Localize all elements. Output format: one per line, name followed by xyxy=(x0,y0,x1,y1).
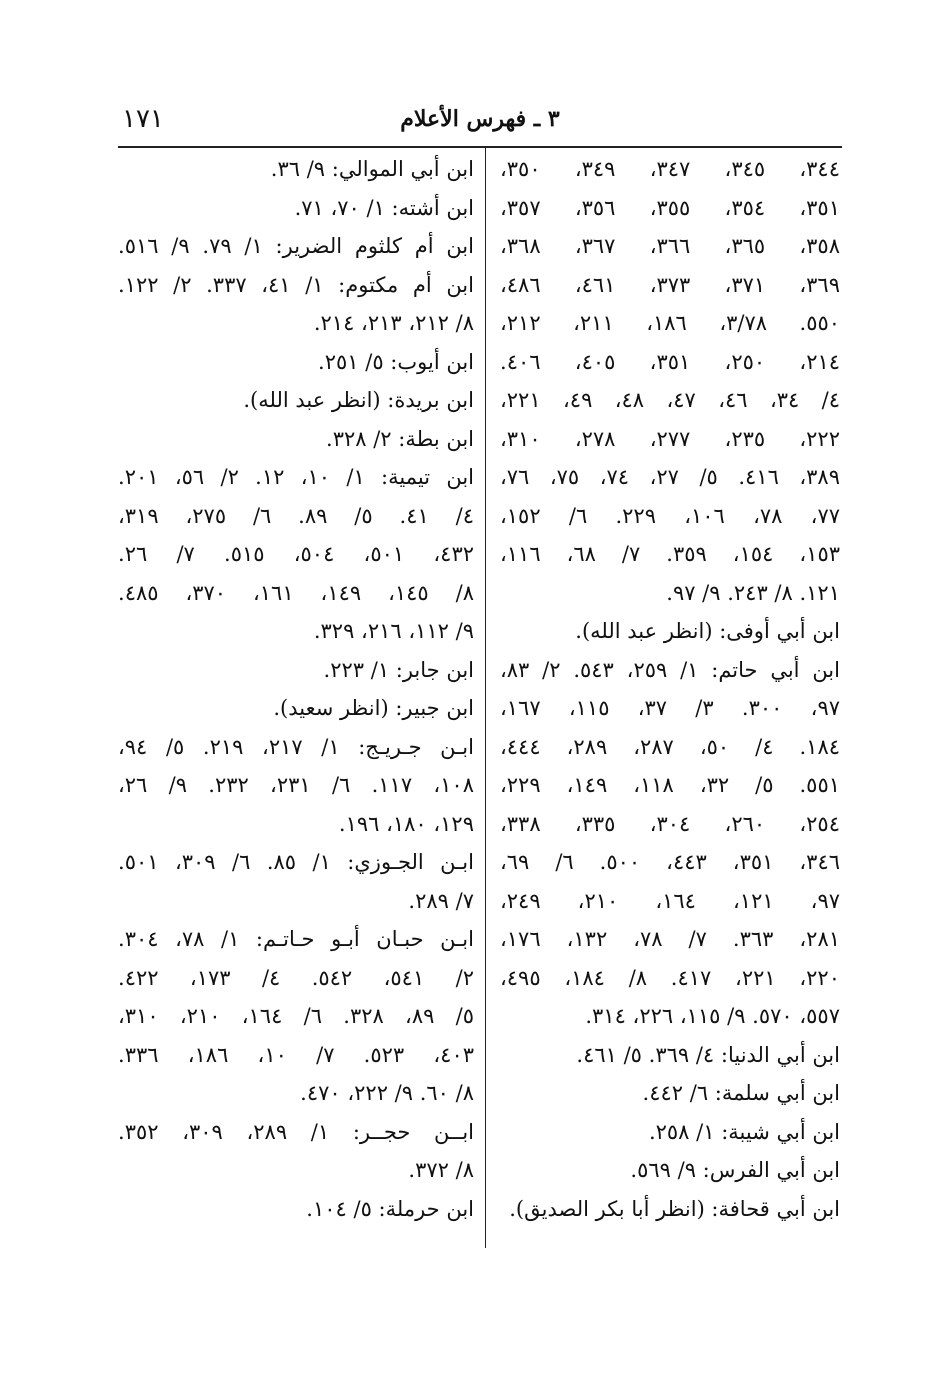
index-line: ٤/ ٤١. ٥/ ٨٩. ٦/ ٢٧٥، ٣١٩، xyxy=(118,503,474,528)
index-line: ٣٨٩، ٤١٦. ٥/ ٢٧، ٧٤، ٧٥، ٧٦، xyxy=(500,465,840,489)
index-line: ٨/ ٣٧٢. xyxy=(408,1158,474,1182)
index-line: ٢٨١، ٣٦٣. ٧/ ٧٨، ١٣٢، ١٧٦، xyxy=(500,927,841,951)
index-line: ٣٥٨، ٣٦٥، ٣٦٦، ٣٦٧، ٣٦٨، xyxy=(500,234,840,258)
column-divider xyxy=(485,148,486,1248)
index-line: ٧/ ٢٨٩. xyxy=(408,888,474,913)
index-line: ٣٤٦، ٣٥١، ٤٤٣، ٥٠٠. ٦/ ٦٩، xyxy=(500,850,841,874)
index-line: ٥٥١. ٥/ ٣٢، ١١٨، ١٤٩، ٢٢٩، xyxy=(500,773,841,797)
index-entry: ابن أشته: ١/ ٧٠، ٧١. xyxy=(294,195,474,220)
index-entry: ابن أبي الدنيا: ٤/ ٣٦٩. ٥/ ٤٦١. xyxy=(576,1042,840,1067)
index-line: ٢٢٠، ٢٢١، ٤١٧. ٨/ ١٨٤، ٤٩٥، xyxy=(500,965,840,990)
index-line: ابــن حجــر: ١/ ٢٨٩، ٣٠٩، ٣٥٢. xyxy=(118,1119,474,1144)
index-line: ١٠٨، ١١٧. ٦/ ٢٣١، ٢٣٢. ٩/ ٢٦، xyxy=(118,773,474,797)
index-line: ٥٥٠. ٣/٧٨، ١٨٦، ٢١١، ٢١٢، xyxy=(500,311,841,335)
index-entry: ابن أبي قحافة: (انظر أبا بكر الصديق). xyxy=(509,1196,840,1221)
index-line: ١٥٣، ١٥٤، ٣٥٩. ٧/ ٦٨، ١١٦، xyxy=(500,542,841,566)
index-line: ٨/ ١٤٥، ١٤٩، ١٦١، ٣٧٠، ٤٨٥. xyxy=(118,580,474,605)
index-entry: ابن جبير: (انظر سعيد). xyxy=(273,696,474,720)
index-line: ٩/ ١١٢، ٢١٦، ٣٢٩. xyxy=(313,619,474,643)
index-entry: ابن أبي أوفى: (انظر عبد الله). xyxy=(575,619,840,643)
index-line: ٧٧، ٧٨، ١٠٦، ٢٢٩. ٦/ ١٥٢، xyxy=(500,503,840,528)
index-entry: ابن أيوب: ٥/ ٢٥١. xyxy=(318,349,474,374)
index-line: ٤/ ٣٤، ٤٦، ٤٧، ٤٨، ٤٩، ٢٢١، xyxy=(500,388,841,412)
index-entry: ابن جابر: ١/ ٢٢٣. xyxy=(323,657,474,682)
index-line: ٢/ ٥٤١، ٥٤٢. ٤/ ١٧٣، ٤٢٢. xyxy=(118,965,474,990)
index-line: ٨/ ٢١٢، ٢١٣، ٢١٤. xyxy=(313,311,474,335)
index-line: ٩٧، ٣٠٠. ٣/ ٣٧، ١١٥، ١٦٧، xyxy=(500,696,840,720)
right-column xyxy=(500,150,840,1228)
index-line: ٥٥٧، ٥٧٠. ٩/ ١١٥، ٢٢٦، ٣١٤. xyxy=(585,1004,840,1028)
index-line: ابن أم مكتوم: ١/ ٤١، ٣٣٧. ٢/ ١٢٢. xyxy=(118,272,474,297)
index-line: ٥/ ٨٩، ٣٢٨. ٦/ ١٦٤، ٢١٠، ٣١٠، xyxy=(118,1004,474,1028)
index-line: ابن تيمية: ١/ ١٠، ١٢. ٢/ ٥٦، ٢٠١. xyxy=(118,465,475,489)
index-line: ١٨٤. ٤/ ٥٠، ٢٨٧، ٢٨٩، ٤٤٤، xyxy=(500,734,841,759)
index-line: ١٢١. ٨/ ٢٤٣. ٩/ ٩٧. xyxy=(666,580,840,605)
running-title: ٣ ـ فهرس الأعلام xyxy=(400,106,560,132)
index-line: ٤٠٣، ٥٢٣. ٧/ ١٠، ١٨٦، ٣٣٦. xyxy=(118,1042,475,1067)
index-entry: ابن أبي الفرس: ٩/ ٥٦٩. xyxy=(630,1158,840,1182)
index-line: ٢٥٤، ٢٦٠، ٣٠٤، ٣٣٥، ٣٣٨، xyxy=(500,811,840,836)
index-line: ٤٣٢، ٥٠١، ٥٠٤، ٥١٥. ٧/ ٢٦. xyxy=(118,542,475,566)
index-line: ٩٧، ١٢١، ١٦٤، ٢١٠، ٢٤٩، xyxy=(500,888,841,913)
index-line: ابـن حبـان أبـو حـاتـم: ١/ ٧٨، ٣٠٤. xyxy=(118,927,474,951)
index-line: ابن أم كلثوم الضرير: ١/ ٧٩. ٩/ ٥١٦. xyxy=(118,234,474,258)
index-entry: ابن بطة: ٢/ ٣٢٨. xyxy=(326,426,474,451)
left-column xyxy=(118,150,474,1228)
index-line: ٣٥١، ٣٥٤، ٣٥٥، ٣٥٦، ٣٥٧، xyxy=(500,195,840,220)
index-entry: ابن أبي سلمة: ٦/ ٤٤٢. xyxy=(642,1081,840,1105)
index-line: ابـن الجـوزي: ١/ ٨٥. ٦/ ٣٠٩، ٥٠١. xyxy=(118,850,474,874)
index-line: ٢١٤، ٢٥٠، ٣٥١، ٤٠٥، ٤٠٦. xyxy=(500,349,841,374)
index-entry: ابن أبي شيبة: ١/ ٢٥٨. xyxy=(648,1119,840,1144)
index-line: ١٢٩، ١٨٠، ١٩٦. xyxy=(338,811,474,836)
index-line: ٣٤٤، ٣٤٥، ٣٤٧، ٣٤٩، ٣٥٠، xyxy=(500,157,840,181)
index-line: ابـن جـريـج: ١/ ٢١٧، ٢١٩. ٥/ ٩٤، xyxy=(118,734,474,759)
index-line: ابن أبي حاتم: ١/ ٢٥٩، ٥٤٣. ٢/ ٨٣، xyxy=(500,657,840,682)
header-rule xyxy=(118,146,842,148)
page-number: ١٧١ xyxy=(122,104,164,134)
index-line: ٢٢٢، ٢٣٥، ٢٧٧، ٢٧٨، ٣١٠، xyxy=(500,426,840,451)
index-entry: ابن أبي الموالي: ٩/ ٣٦. xyxy=(270,157,474,181)
page-header xyxy=(118,100,842,144)
index-line: ٨/ ٦٠. ٩/ ٢٢٢، ٤٧٠. xyxy=(300,1081,474,1105)
index-line: ٣٦٩، ٣٧١، ٣٧٣، ٤٦١، ٤٨٦، xyxy=(500,272,840,297)
index-entry: ابن بريدة: (انظر عبد الله). xyxy=(243,388,474,412)
index-entry: ابن حرملة: ٥/ ١٠٤. xyxy=(306,1196,474,1221)
